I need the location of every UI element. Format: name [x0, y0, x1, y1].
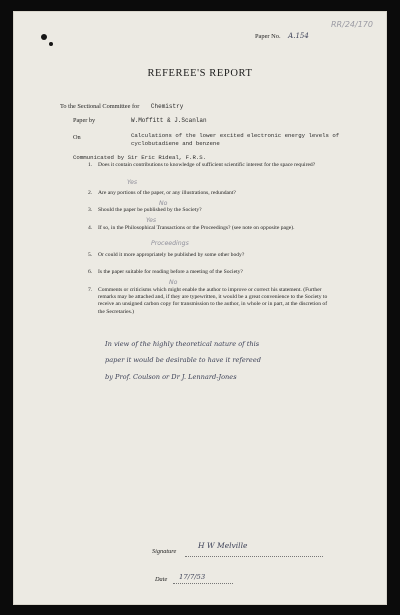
paper-by-label: Paper by: [73, 117, 96, 124]
question-text: Are any portions of the paper, or any illustrations, redundant?: [98, 190, 236, 196]
question-2: [88, 190, 333, 199]
punch-hole: [49, 42, 53, 46]
paper-number-value: A.154: [288, 32, 309, 40]
question-number: 7.: [88, 287, 93, 293]
answer-3: Yes: [146, 217, 157, 224]
archive-reference: RR/24/170: [331, 20, 373, 29]
question-number: 1.: [88, 162, 93, 168]
question-text: Should the paper be published by the Society?: [98, 207, 202, 213]
answer-1: Yes: [127, 179, 138, 186]
comment-line-3: by Prof. Coulson or Dr J. Lennard-Jones: [105, 373, 237, 381]
date-value: 17/7/53: [179, 573, 206, 581]
date-label: Date: [155, 576, 168, 583]
answer-6: No: [169, 279, 178, 286]
question-number: 2.: [88, 190, 93, 196]
committee-label: To the Sectional Committee for: [60, 103, 140, 110]
signature-label: Signature: [152, 548, 177, 555]
on-label: On: [73, 134, 81, 141]
signature-value: H W Melville: [198, 541, 248, 550]
question-number: 3.: [88, 207, 93, 213]
question-text: Does it contain contributions to knowledge of sufficient scientific interest for the space required?: [98, 162, 316, 168]
question-6: [88, 269, 333, 278]
communicated-by: Communicated by Sir Eric Rideal, F.R.S.: [73, 154, 207, 161]
committee-line: [60, 103, 183, 110]
question-5: [88, 252, 333, 261]
paper-by-value: W.Moffitt & J.Scanlan: [131, 117, 207, 124]
punch-hole: [41, 34, 47, 40]
answer-4: Proceedings: [151, 240, 189, 247]
referee-report-page: [13, 11, 387, 605]
question-text: Is the paper suitable for reading before a meeting of the Society?: [98, 269, 243, 275]
question-number: 4.: [88, 225, 93, 231]
comment-line-1: In view of the highly theoretical nature of this: [105, 340, 260, 348]
question-text: If so, in the Philosophical Transactions or the Proceedings? (see note on opposite page).: [98, 225, 295, 231]
question-text: Or could it more appropriately be published by some other body?: [98, 252, 245, 258]
paper-number: [255, 32, 309, 40]
question-number: 6.: [88, 269, 93, 275]
question-7: [88, 287, 333, 332]
question-4: [88, 225, 333, 241]
question-text: Comments or criticisms which might enable the author to improve or correct his statement. (Further remarks may be attached and, if they are typewritten, it would be a great convenience to the Society to receive an unsigned carbon copy for transmission to the author, in whole or in part, at the discretion of the Secretaries.): [98, 287, 328, 315]
date-line: [173, 583, 233, 584]
paper-title-line-2: cyclobutadiene and benzene: [131, 140, 220, 147]
page-title: REFEREE'S REPORT: [147, 68, 253, 79]
question-number: 5.: [88, 252, 93, 258]
paper-title-line-1: Calculations of the lower excited electronic energy levels of: [131, 132, 340, 139]
question-3: [88, 207, 333, 216]
committee-value: Chemistry: [150, 103, 184, 110]
signature-line: [185, 556, 323, 557]
question-1: [88, 162, 333, 178]
answer-2: No: [159, 200, 168, 207]
comment-line-2: paper it would be desirable to have it refereed: [105, 356, 261, 364]
paper-number-label: Paper No.: [255, 33, 281, 40]
